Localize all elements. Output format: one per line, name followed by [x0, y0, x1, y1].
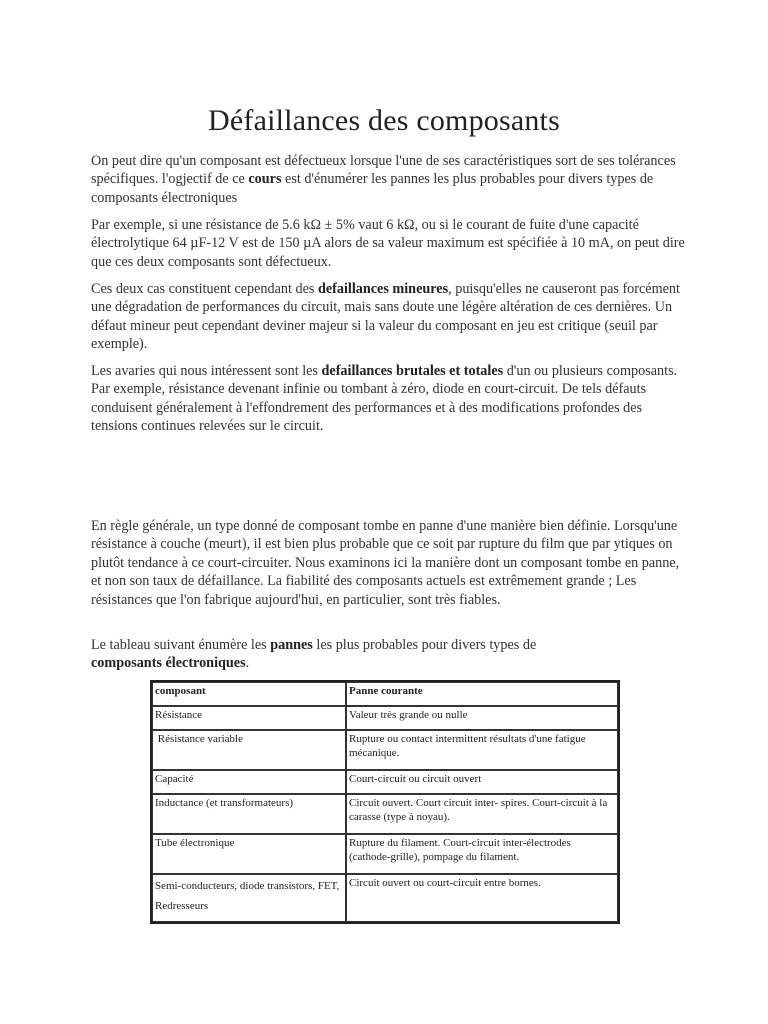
table-cell: Valeur très grande ou nulle	[346, 706, 618, 730]
table-cell: Tube électronique	[152, 834, 346, 874]
intro-text-c: est d'énumérer les pannes les plus probables pour divers types de composants électroniques	[91, 171, 654, 206]
table-cell: Résistance variable	[152, 730, 346, 770]
table-intro-c: les plus probables pour divers types de	[312, 637, 537, 653]
general-rule-paragraph: En règle générale, un type donné de composant tombe en panne d'une manière bien définie. Lorsqu'une résistance à couche (meurt), il est bien plus probable que ce soit par rupture du film que par ytiques on plutôt tendance à ce court-circuiter. Nous examinons ici la manière dont un composant tombe en panne, et non son taux de défaillance. La fiabilité des composants actuels est extrêmement grande ; Les résistances que l'on fabrique aujourd'hui, en particulier, sont très fiables.	[91, 518, 680, 608]
table-cell: Rupture ou contact intermittent résultats d'une fatigue mécanique.	[346, 730, 618, 770]
table-intro-a: Le tableau suivant énumère les	[91, 637, 271, 653]
table-row	[152, 834, 618, 874]
table-header-cell: composant	[152, 682, 346, 706]
table-cell: Rupture du filament. Court-circuit inter-électrodes (cathode-grille), pompage du filament.	[346, 834, 618, 874]
intro-text-a: On peut dire qu'un composant est défectueux lorsque l'une de ses caractéristiques sort de ses tolérances spécifiques. l'ogjectif de ce	[91, 153, 676, 188]
example-paragraph: Par exemple, si une résistance de 5.6 kΩ ± 5% vaut 6 kΩ, ou si le courant de fuite d'une capacité électrolytique 64 µF-12 V est de 150 µA alors de sa valeur maximum est spécifiée à 10 mA, on peut dire que ces deux composants sont défectueux.	[91, 217, 685, 270]
total-text-a: Les avaries qui nous intéressent sont les	[91, 363, 322, 379]
table-row	[152, 706, 618, 730]
table-intro-paragraph	[91, 636, 691, 673]
minor-text-c: , puisqu'elles ne causeront pas forcément une dégradation de performances du circuit, mais sans doute une légère altération de ces dernières. Un défaut mineur peut cependant deviner majeur si la valeur du composant en jeu est critique (seuil par exemple).	[91, 281, 680, 353]
table-row	[152, 874, 618, 922]
table-row	[152, 730, 618, 770]
table-cell: Circuit ouvert. Court circuit inter- spires. Court-circuit à la carasse (type à noyau).	[346, 794, 618, 834]
table-intro-bold-pannes: pannes	[270, 637, 313, 653]
table-cell: Résistance	[152, 706, 346, 730]
table-row	[152, 794, 618, 834]
table-cell: Semi-conducteurs, diode transistors, FET, Redresseurs	[152, 874, 346, 922]
total-text-c: d'un ou plusieurs composants. Par exemple, résistance devenant infinie ou tombant à zéro, diode en court-circuit. De tels défauts conduisent généralement à l'effondrement des performances et à des modifications profondes des tensions continues relevées sur le circuit.	[91, 363, 678, 435]
page-title: Défaillances des composants	[208, 104, 560, 137]
total-failures-paragraph	[91, 362, 691, 436]
table-cell: Capacité	[152, 770, 346, 794]
table-header-cell: Panne courante	[346, 682, 618, 706]
table-row	[152, 770, 618, 794]
table-cell: Court-circuit ou circuit ouvert	[346, 770, 618, 794]
intro-bold-cours: cours	[248, 171, 282, 188]
table-cell: Inductance (et transformateurs)	[152, 794, 346, 834]
table-intro-bold-composants: composants électroniques	[91, 655, 246, 672]
intro-paragraph	[91, 152, 691, 207]
table-cell: Circuit ouvert ou court-circuit entre bornes.	[346, 874, 618, 922]
total-bold: defaillances brutales et totales	[321, 363, 504, 379]
minor-failures-paragraph	[91, 280, 691, 354]
minor-bold: defaillances mineures	[317, 281, 449, 297]
table-intro-e: .	[245, 655, 250, 672]
failures-table	[150, 680, 620, 924]
table-header-row	[152, 682, 618, 706]
minor-text-a: Ces deux cas constituent cependant des	[91, 281, 318, 297]
